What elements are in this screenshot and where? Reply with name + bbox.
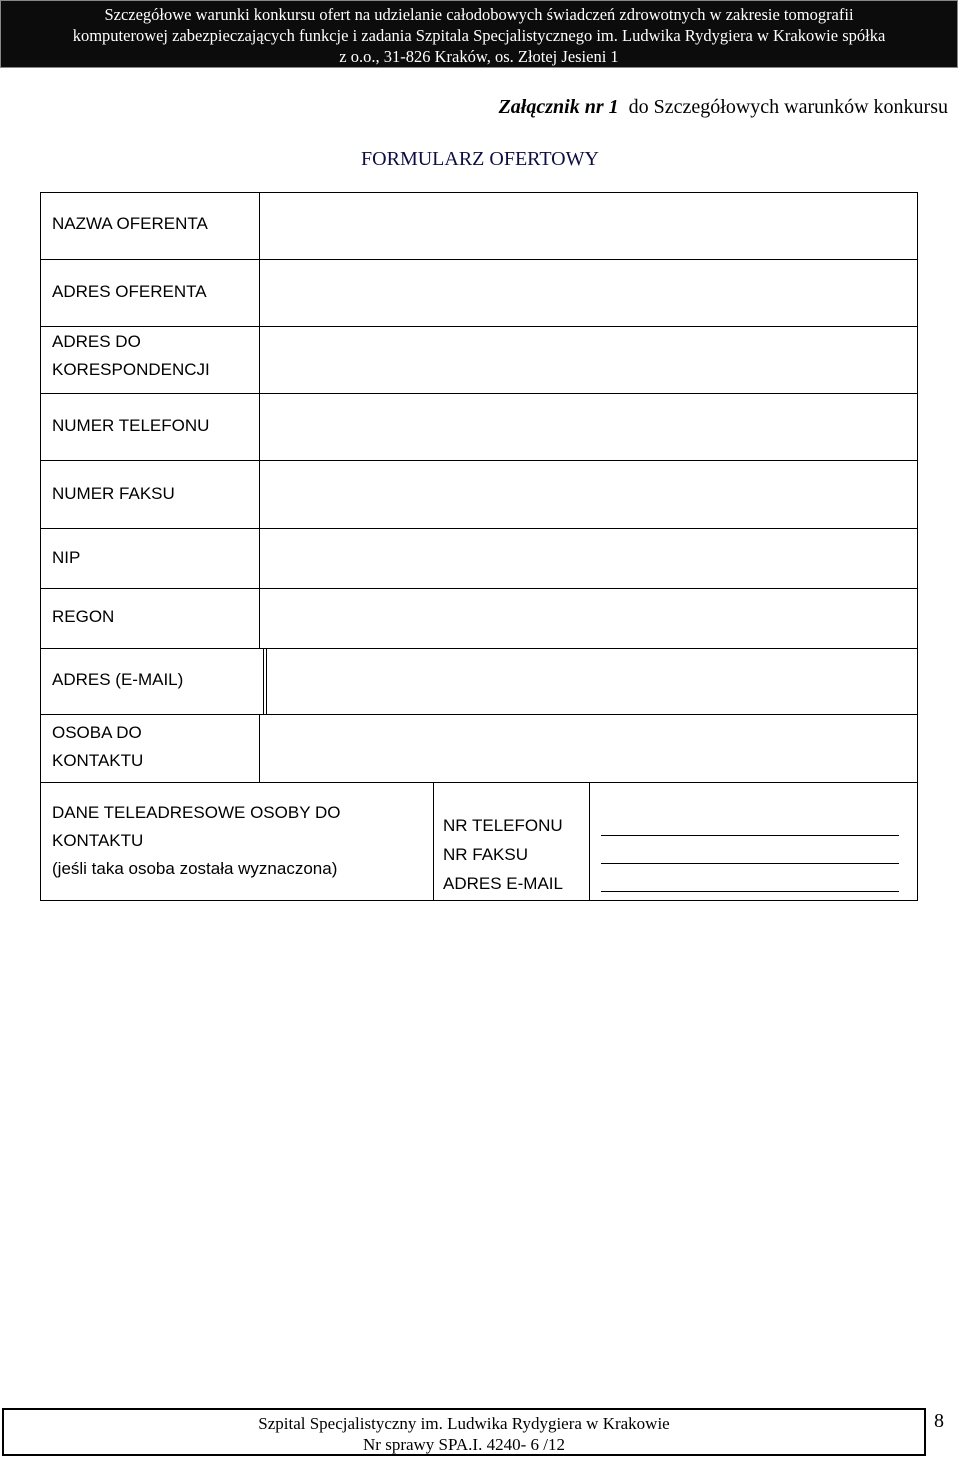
column-divider (259, 327, 260, 394)
row-label: ADRES OFERENTA (52, 282, 207, 301)
attachment-description: do Szczegółowych warunków konkursu (628, 96, 948, 118)
row-label: NUMER FAKSU (52, 484, 175, 503)
attachment-number: Załącznik nr 1 (498, 96, 619, 118)
row-adres-email (40, 648, 918, 715)
row-label: ADRES DO KORESPONDENCJI (52, 332, 210, 379)
email-blank-line (601, 891, 899, 892)
contact-label-line: DANE TELEADRESOWE OSOBY DO (52, 803, 341, 822)
row-adres-korespondencji (40, 326, 918, 394)
row-label: REGON (52, 607, 115, 626)
contact-label (52, 799, 340, 883)
row-label: OSOBA DO KONTAKTU (52, 723, 144, 770)
row-numer-telefonu (40, 393, 918, 461)
footer-hospital: Szpital Specjalistyczny im. Ludwika Rydygiera w Krakowie (258, 1414, 670, 1433)
page-number: 8 (934, 1410, 944, 1432)
contact-email-label: ADRES E-MAIL (443, 874, 563, 893)
row-nip (40, 528, 918, 589)
row-adres-oferenta (40, 259, 918, 327)
column-divider (259, 461, 260, 529)
column-divider (259, 529, 260, 589)
row-regon (40, 588, 918, 649)
form-title: FORMULARZ OFERTOWY (361, 148, 599, 170)
attachment-note (499, 96, 948, 119)
row-numer-faksu (40, 460, 918, 529)
row-dane-teleadresowe (40, 782, 918, 901)
row-label: NIP (52, 548, 81, 567)
phone-blank-line (601, 835, 899, 836)
header-line-1: Szczegółowe warunki konkursu ofert na udzielanie całodobowych świadczeń zdrowotnych w zakresie tomografii (104, 5, 854, 24)
column-divider (433, 783, 434, 900)
row-label: NUMER TELEFONU (52, 416, 210, 435)
contact-label-line: KONTAKTU (52, 831, 144, 850)
column-divider (259, 193, 260, 260)
contact-phone-label: NR TELEFONU (443, 816, 563, 835)
column-divider (263, 649, 264, 715)
header-line-2: komputerowej zabezpieczających funkcje i zadania Szpitala Specjalistycznego im. Ludwika Rydygiera w Krakowie spółka (72, 26, 886, 45)
contact-label-note: (jeśli taka osoba została wyznaczona) (52, 859, 338, 878)
footer-case-number: Nr sprawy SPA.I. 4240- 6 /12 (363, 1435, 565, 1454)
fax-blank-line (601, 863, 899, 864)
document-header (0, 0, 958, 68)
column-divider (266, 649, 267, 715)
column-divider (259, 394, 260, 461)
contact-fax-label: NR FAKSU (443, 845, 529, 864)
column-divider (259, 715, 260, 783)
column-divider (259, 589, 260, 649)
row-osoba-do-kontaktu (40, 714, 918, 783)
header-line-3: z o.o., 31-826 Kraków, os. Złotej Jesieni 1 (339, 47, 619, 66)
row-label: NAZWA OFERENTA (52, 214, 208, 233)
row-label: ADRES (E-MAIL) (52, 670, 184, 689)
column-divider (259, 260, 260, 327)
document-footer (2, 1408, 926, 1456)
contact-fields (443, 811, 563, 898)
row-nazwa-oferenta (40, 192, 918, 260)
column-divider (589, 783, 590, 900)
